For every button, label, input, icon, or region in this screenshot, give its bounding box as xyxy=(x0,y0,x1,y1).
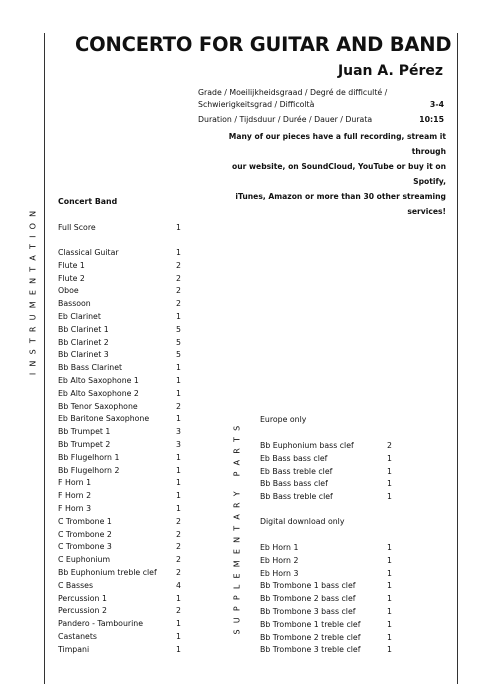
part-row xyxy=(58,349,188,361)
part-name: Bb Flugelhorn 2 xyxy=(58,465,120,475)
part-row xyxy=(260,542,399,554)
part-qty: 1 xyxy=(176,452,181,462)
part-name: Percussion 2 xyxy=(58,606,107,616)
part-qty: 2 xyxy=(176,542,181,552)
part-row xyxy=(58,388,188,400)
part-name: C Euphonium xyxy=(58,555,111,565)
part-row xyxy=(58,644,188,656)
part-qty: 1 xyxy=(176,223,181,232)
part-qty: 1 xyxy=(176,632,181,641)
part-name: Bb Euphonium bass clef xyxy=(260,441,354,450)
europe-only-heading: Europe only xyxy=(260,415,307,424)
part-qty: 1 xyxy=(387,581,392,591)
part-name: Bb Trombone 3 bass clef xyxy=(260,607,356,616)
part-row xyxy=(58,516,188,528)
part-row xyxy=(58,593,188,605)
part-name: Full Score xyxy=(58,223,96,232)
part-name: C Basses xyxy=(58,580,94,590)
part-qty: 3 xyxy=(176,427,181,437)
grade-value: 3-4 xyxy=(429,100,444,109)
part-row xyxy=(58,618,188,630)
part-qty: 2 xyxy=(176,555,181,565)
part-row xyxy=(58,337,188,349)
part-row xyxy=(58,311,188,323)
part-row xyxy=(58,567,188,579)
part-row xyxy=(260,478,399,490)
part-qty: 1 xyxy=(176,504,181,513)
part-qty: 4 xyxy=(176,580,181,590)
part-name: Eb Clarinet xyxy=(58,312,101,321)
part-name: Bb Bass treble clef xyxy=(260,492,333,502)
part-qty: 3 xyxy=(176,440,181,449)
part-qty: 1 xyxy=(387,568,392,578)
duration-value: 10:15 xyxy=(419,115,444,124)
part-qty: 2 xyxy=(176,286,181,296)
part-qty: 1 xyxy=(387,619,392,629)
part-row xyxy=(58,324,188,336)
part-row xyxy=(58,477,188,489)
part-name: Percussion 1 xyxy=(58,593,107,603)
part-qty: 1 xyxy=(176,363,181,373)
part-row xyxy=(58,580,188,592)
part-name: Bb Clarinet 3 xyxy=(58,350,109,360)
part-qty: 1 xyxy=(176,248,181,257)
part-name: Bb Tenor Saxophone xyxy=(58,401,138,411)
full-score-row xyxy=(58,222,188,234)
part-row xyxy=(58,413,188,425)
part-row xyxy=(58,298,188,310)
part-qty: 1 xyxy=(176,465,181,475)
part-qty: 2 xyxy=(176,401,181,411)
part-row xyxy=(260,580,399,592)
part-row xyxy=(260,593,399,605)
part-qty: 5 xyxy=(176,324,181,334)
part-qty: 1 xyxy=(387,453,392,463)
part-qty: 1 xyxy=(176,593,181,603)
part-name: Bb Trombone 2 treble clef xyxy=(260,632,361,642)
part-qty: 2 xyxy=(176,260,181,270)
part-qty: 2 xyxy=(387,441,392,450)
part-name: Timpani xyxy=(58,644,90,654)
part-name: Eb Alto Saxophone 2 xyxy=(58,388,139,398)
part-row xyxy=(58,541,188,553)
part-qty: 1 xyxy=(387,466,392,476)
part-row xyxy=(260,632,399,644)
part-qty: 1 xyxy=(176,312,181,321)
part-qty: 1 xyxy=(176,388,181,398)
grade-label-line2: Schwierigkeitsgrad / Difficoltà xyxy=(198,100,315,109)
part-name: Oboe xyxy=(58,286,79,296)
part-name: Bb Bass bass clef xyxy=(260,479,328,489)
part-qty: 1 xyxy=(387,555,392,565)
part-row xyxy=(260,466,399,478)
part-qty: 1 xyxy=(176,619,181,629)
part-name: C Trombone 2 xyxy=(58,529,112,539)
part-row xyxy=(260,606,399,618)
part-qty: 1 xyxy=(176,478,181,488)
part-name: Bb Bass Clarinet xyxy=(58,363,123,373)
part-name: Bb Trumpet 1 xyxy=(58,427,111,437)
part-name: Eb Horn 1 xyxy=(260,543,299,552)
part-name: F Horn 2 xyxy=(58,491,92,501)
composer-name: Juan A. Pérez xyxy=(337,63,443,79)
left-rule xyxy=(44,33,45,684)
part-qty: 2 xyxy=(176,299,181,309)
part-qty: 2 xyxy=(176,606,181,616)
promo-line: our website, on SoundCloud, YouTube or buy it on Spotify, xyxy=(232,162,446,186)
part-name: Bb Clarinet 1 xyxy=(58,324,109,334)
part-row xyxy=(260,555,399,567)
part-qty: 2 xyxy=(176,273,181,283)
part-row xyxy=(260,568,399,580)
part-qty: 2 xyxy=(176,516,181,526)
part-row xyxy=(260,453,399,465)
part-qty: 1 xyxy=(387,492,392,502)
part-name: Flute 1 xyxy=(58,260,85,270)
part-qty: 5 xyxy=(176,337,181,347)
part-name: Eb Bass treble clef xyxy=(260,466,333,476)
page-title: CONCERTO FOR GUITAR AND BAND xyxy=(75,33,452,56)
part-row xyxy=(58,631,188,643)
part-name: Eb Bass bass clef xyxy=(260,453,328,463)
part-qty: 2 xyxy=(176,568,181,577)
part-row xyxy=(58,273,188,285)
part-row xyxy=(58,465,188,477)
part-row xyxy=(58,362,188,374)
part-qty: 1 xyxy=(387,594,392,604)
part-name: Eb Alto Saxophone 1 xyxy=(58,376,139,385)
part-row xyxy=(58,439,188,451)
part-name: Bb Trombone 3 treble clef xyxy=(260,645,361,655)
part-name: Bb Clarinet 2 xyxy=(58,337,109,347)
part-row xyxy=(58,554,188,566)
grade-info xyxy=(198,87,444,111)
part-name: Bb Trombone 1 bass clef xyxy=(260,581,356,591)
part-name: Flute 2 xyxy=(58,273,85,283)
part-qty: 1 xyxy=(387,632,392,642)
promo-line: Many of our pieces have a full recording, stream it through xyxy=(228,132,446,156)
part-name: Bb Flugelhorn 1 xyxy=(58,452,120,462)
part-qty: 1 xyxy=(387,479,392,489)
part-name: Eb Baritone Saxophone xyxy=(58,414,150,424)
part-row xyxy=(58,260,188,272)
part-name: Bb Trombone 1 treble clef xyxy=(260,619,361,629)
part-name: Pandero - Tambourine xyxy=(58,619,144,629)
part-qty: 1 xyxy=(387,645,392,655)
part-row xyxy=(58,247,188,259)
duration-label: Duration / Tijdsduur / Durée / Dauer / Durata xyxy=(198,115,373,124)
part-qty: 5 xyxy=(176,350,181,360)
part-row xyxy=(58,452,188,464)
part-row xyxy=(58,490,188,502)
part-name: F Horn 3 xyxy=(58,504,92,513)
part-name: Bb Trombone 2 bass clef xyxy=(260,594,356,604)
instrumentation-side-label: I N S T R U M E N T A T I O N xyxy=(28,209,38,376)
part-qty: 1 xyxy=(176,376,181,385)
part-row xyxy=(260,491,399,503)
supplementary-parts-side-label: S U P P L E M E N T A R Y P A R T S xyxy=(232,424,242,635)
part-name: Bassoon xyxy=(58,299,91,309)
part-name: Bb Euphonium treble clef xyxy=(58,568,157,577)
right-rule xyxy=(457,33,458,684)
part-row xyxy=(260,619,399,631)
part-name: C Trombone 3 xyxy=(58,542,112,552)
part-name: F Horn 1 xyxy=(58,478,92,488)
part-qty: 2 xyxy=(176,529,181,539)
part-row xyxy=(260,644,399,656)
part-row xyxy=(58,503,188,515)
part-row xyxy=(58,401,188,413)
promo-line: iTunes, Amazon or more than 30 other streaming services! xyxy=(235,192,446,216)
part-name: C Trombone 1 xyxy=(58,516,112,526)
grade-label-line1: Grade / Moeilijkheidsgraad / Degré de difficulté / xyxy=(198,88,388,97)
part-row xyxy=(58,426,188,438)
part-qty: 1 xyxy=(387,607,392,616)
part-qty: 1 xyxy=(387,543,392,552)
part-name: Classical Guitar xyxy=(58,248,119,257)
part-qty: 1 xyxy=(176,644,181,654)
part-row xyxy=(58,375,188,387)
part-qty: 1 xyxy=(176,414,181,424)
part-name: Castanets xyxy=(58,632,97,641)
part-row xyxy=(260,440,399,452)
streaming-promo xyxy=(200,129,446,219)
concert-band-heading: Concert Band xyxy=(58,197,118,206)
duration-info xyxy=(198,114,444,126)
part-name: Eb Horn 3 xyxy=(260,568,299,578)
part-row xyxy=(58,285,188,297)
part-row xyxy=(58,529,188,541)
digital-only-heading: Digital download only xyxy=(260,517,345,526)
part-name: Eb Horn 2 xyxy=(260,555,299,565)
part-row xyxy=(58,605,188,617)
part-name: Bb Trumpet 2 xyxy=(58,440,111,449)
part-qty: 1 xyxy=(176,491,181,501)
